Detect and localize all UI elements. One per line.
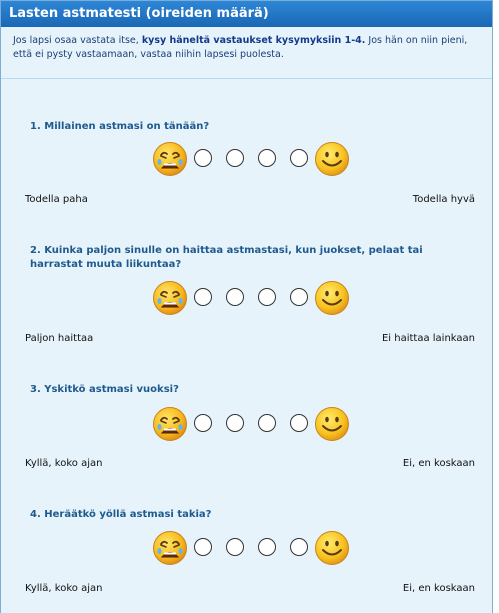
smiling-face-icon[interactable] bbox=[314, 406, 350, 442]
option-4-radio[interactable] bbox=[258, 414, 276, 432]
option-2-radio[interactable] bbox=[194, 288, 212, 306]
question-2-scale bbox=[152, 280, 352, 316]
option-3-radio[interactable] bbox=[226, 288, 244, 306]
option-5-radio[interactable] bbox=[290, 149, 308, 167]
question-1-low-label: Todella paha bbox=[25, 194, 88, 205]
question-3-text: 3. Yskitkö astmasi vuoksi? bbox=[30, 384, 179, 395]
question-2-high-label: Ei haittaa lainkaan bbox=[381, 333, 475, 344]
option-4-radio[interactable] bbox=[258, 288, 276, 306]
option-5-radio[interactable] bbox=[290, 538, 308, 556]
question-2-low-label: Paljon haittaa bbox=[25, 333, 94, 344]
option-4-radio[interactable] bbox=[258, 149, 276, 167]
option-2-radio[interactable] bbox=[194, 149, 212, 167]
crying-face-icon[interactable] bbox=[152, 280, 188, 316]
intro-text bbox=[1, 27, 492, 79]
question-4-text: 4. Heräätkö yöllä astmasi takia? bbox=[30, 509, 212, 520]
question-4-low-label: Kyllä, koko ajan bbox=[25, 583, 103, 594]
question-4-high-label: Ei, en koskaan bbox=[402, 583, 475, 594]
crying-face-icon[interactable] bbox=[152, 406, 188, 442]
panel-title: Lasten astmatesti (oireiden määrä) bbox=[1, 1, 492, 27]
question-3-scale bbox=[152, 406, 352, 442]
option-4-radio[interactable] bbox=[258, 538, 276, 556]
option-2-radio[interactable] bbox=[194, 414, 212, 432]
option-3-radio[interactable] bbox=[226, 538, 244, 556]
question-4-scale bbox=[152, 530, 352, 566]
option-3-radio[interactable] bbox=[226, 414, 244, 432]
option-5-radio[interactable] bbox=[290, 414, 308, 432]
crying-face-icon[interactable] bbox=[152, 530, 188, 566]
option-3-radio[interactable] bbox=[226, 149, 244, 167]
question-1-scale bbox=[152, 141, 352, 177]
smiling-face-icon[interactable] bbox=[314, 141, 350, 177]
intro-bold: kysy häneltä vastaukset kysymyksiin 1-4. bbox=[141, 35, 366, 46]
smiling-face-icon[interactable] bbox=[314, 530, 350, 566]
smiling-face-icon[interactable] bbox=[314, 280, 350, 316]
question-3-low-label: Kyllä, koko ajan bbox=[25, 458, 103, 469]
question-1-high-label: Todella hyvä bbox=[412, 194, 475, 205]
intro-part1: Jos lapsi osaa vastata itse, bbox=[13, 35, 142, 46]
intro-part2: Jos hän on niin pieni, että ei pysty vastaamaan, vastaa niihin lapsesi puolesta. bbox=[13, 35, 468, 60]
question-1-text: 1. Millainen astmasi on tänään? bbox=[30, 121, 210, 132]
option-2-radio[interactable] bbox=[194, 538, 212, 556]
option-5-radio[interactable] bbox=[290, 288, 308, 306]
crying-face-icon[interactable] bbox=[152, 141, 188, 177]
question-3-high-label: Ei, en koskaan bbox=[402, 458, 475, 469]
question-2-text: 2. Kuinka paljon sinulle on haittaa astmastasi, kun juokset, pelaat tai harrastat muuta liikuntaa? bbox=[30, 245, 423, 270]
